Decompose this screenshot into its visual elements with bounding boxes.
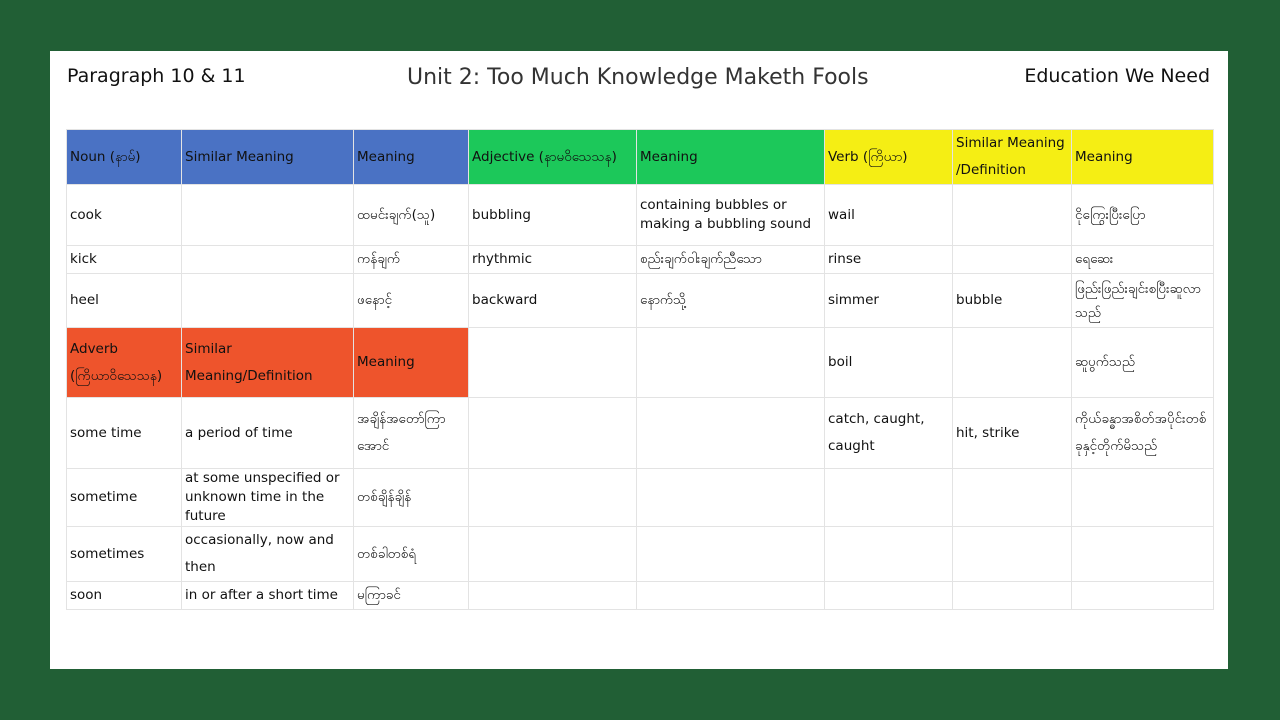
table-row [67, 328, 1214, 398]
adverb-meaning-cell: အချိန်အတော်ကြာအောင် [354, 398, 469, 469]
adjective-meaning-cell [637, 328, 825, 398]
noun-similar-cell [182, 246, 354, 274]
verb-meaning-cell: ဖြည်းဖြည်းချင်းစပြီးဆူလာသည် [1072, 274, 1214, 328]
verb-meaning-cell [1072, 527, 1214, 582]
noun-cell: cook [67, 185, 182, 246]
adjective-cell [469, 328, 637, 398]
verb-cell [825, 469, 953, 527]
table-row [67, 582, 1214, 610]
noun-cell: heel [67, 274, 182, 328]
verb-similar-cell [953, 328, 1072, 398]
header-adverb-meaning: Meaning [354, 328, 469, 398]
verb-cell [825, 527, 953, 582]
verb-cell: simmer [825, 274, 953, 328]
paragraph-label: Paragraph 10 & 11 [67, 65, 246, 87]
adverb-similar-cell: occasionally, now and then [182, 527, 354, 582]
header-adverb: Adverb (ကြိယာဝိသေသန) [67, 328, 182, 398]
table-row [67, 246, 1214, 274]
adverb-meaning-cell: တစ်ချိန်ချိန် [354, 469, 469, 527]
adverb-cell: sometimes [67, 527, 182, 582]
verb-cell: boil [825, 328, 953, 398]
verb-cell: rinse [825, 246, 953, 274]
noun-cell: kick [67, 246, 182, 274]
noun-similar-cell [182, 185, 354, 246]
verb-similar-cell [953, 469, 1072, 527]
slide-title: Unit 2: Too Much Knowledge Maketh Fools [407, 65, 869, 90]
adjective-meaning-cell [637, 527, 825, 582]
table-row [67, 185, 1214, 246]
adverb-cell: some time [67, 398, 182, 469]
noun-similar-cell [182, 274, 354, 328]
verb-meaning-cell [1072, 582, 1214, 610]
verb-cell [825, 582, 953, 610]
header-verb-meaning: Meaning [1072, 130, 1214, 185]
verb-similar-cell [953, 246, 1072, 274]
verb-cell: catch, caught, caught [825, 398, 953, 469]
adverb-meaning-cell: တစ်ခါတစ်ရံ [354, 527, 469, 582]
header-noun: Noun (နာမ်) [67, 130, 182, 185]
adverb-similar-cell: at some unspecified or unknown time in the future [182, 469, 354, 527]
verb-meaning-cell: ငိုကြွေးပြီးပြော [1072, 185, 1214, 246]
header-noun-meaning: Meaning [354, 130, 469, 185]
slide [50, 51, 1228, 669]
adjective-cell: backward [469, 274, 637, 328]
verb-similar-cell [953, 527, 1072, 582]
header-adjective-meaning: Meaning [637, 130, 825, 185]
header-adverb-similar: Similar Meaning/Definition [182, 328, 354, 398]
noun-meaning-cell: ထမင်းချက်(သူ) [354, 185, 469, 246]
table-row [67, 527, 1214, 582]
verb-meaning-cell: ဆူပွက်သည် [1072, 328, 1214, 398]
verb-meaning-cell [1072, 469, 1214, 527]
table-row [67, 469, 1214, 527]
adjective-cell [469, 527, 637, 582]
verb-cell: wail [825, 185, 953, 246]
verb-similar-cell [953, 582, 1072, 610]
adjective-cell [469, 582, 637, 610]
adverb-similar-cell: a period of time [182, 398, 354, 469]
adjective-meaning-cell [637, 398, 825, 469]
adjective-meaning-cell [637, 582, 825, 610]
adjective-meaning-cell [637, 469, 825, 527]
adjective-meaning-cell: containing bubbles or making a bubbling sound [637, 185, 825, 246]
vocabulary-table [66, 129, 1214, 610]
verb-similar-cell: hit, strike [953, 398, 1072, 469]
header-row [67, 130, 1214, 185]
adjective-cell [469, 398, 637, 469]
noun-meaning-cell: ဖနောင့် [354, 274, 469, 328]
adjective-cell [469, 469, 637, 527]
header-noun-similar: Similar Meaning [182, 130, 354, 185]
adjective-meaning-cell: နောက်သို့ [637, 274, 825, 328]
adjective-cell: rhythmic [469, 246, 637, 274]
adverb-cell: sometime [67, 469, 182, 527]
channel-name: Education We Need [1024, 65, 1210, 87]
table-row [67, 274, 1214, 328]
adverb-cell: soon [67, 582, 182, 610]
adverb-similar-cell: in or after a short time [182, 582, 354, 610]
noun-meaning-cell: ကန်ချက် [354, 246, 469, 274]
adjective-meaning-cell: စည်းချက်ဝါးချက်ညီသော [637, 246, 825, 274]
adjective-cell: bubbling [469, 185, 637, 246]
adverb-meaning-cell: မကြာခင် [354, 582, 469, 610]
verb-meaning-cell: ရေဆေး [1072, 246, 1214, 274]
header-verb: Verb (ကြိယာ) [825, 130, 953, 185]
verb-similar-cell: bubble [953, 274, 1072, 328]
verb-meaning-cell: ကိုယ်ခန္ဓာအစိတ်အပိုင်းတစ်ခုနှင့်တိုက်မိသည် [1072, 398, 1214, 469]
verb-similar-cell [953, 185, 1072, 246]
table-row [67, 398, 1214, 469]
header-verb-similar: Similar Meaning /Definition [953, 130, 1072, 185]
header-adjective: Adjective (နာမဝိသေသန) [469, 130, 637, 185]
